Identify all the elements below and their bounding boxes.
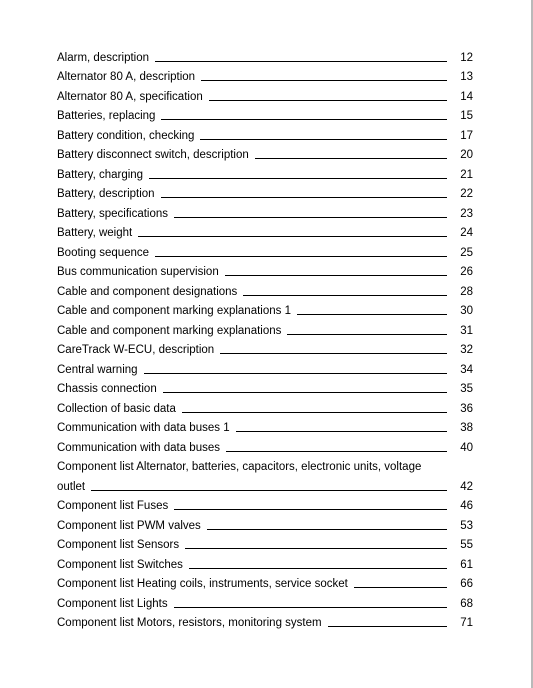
index-entry[interactable] [57,572,473,592]
index-entry-text: Booting sequence [57,246,150,259]
index-entry[interactable] [57,533,473,553]
dot-leader [287,334,447,335]
index-entry[interactable] [57,260,473,280]
index-entry-page: 21 [460,168,473,181]
index-entry[interactable] [57,65,473,85]
index-entry[interactable] [57,377,473,397]
index-entry-text: Battery, weight [57,227,133,239]
index-entry[interactable] [57,123,473,143]
dot-leader [220,353,447,354]
dot-leader [149,178,447,179]
index-entry-text: Battery condition, checking [57,129,195,142]
index-entry[interactable] [57,338,473,358]
index-entry-page: 25 [460,246,473,259]
index-entry-page: 31 [460,324,473,337]
index-entry-page: 42 [460,480,473,493]
index-entry-page: 24 [460,227,473,239]
dot-leader [225,275,447,276]
index-entry-text-continued: outlet [57,480,86,493]
index-entry[interactable] [57,416,473,436]
index-entry[interactable] [57,513,473,533]
dot-leader [91,490,447,491]
index-entry-text: Battery, description [57,188,155,200]
index-entry-page: 32 [460,344,473,356]
index-entry-page: 71 [460,617,473,629]
index-entry[interactable] [57,182,473,202]
dot-leader [226,451,447,452]
index-entry[interactable] [57,162,473,182]
index-entry[interactable] [57,240,473,260]
index-entry-text: Central warning [57,363,138,376]
index-entry-page: 38 [460,422,473,434]
index-entry-page: 61 [460,558,473,571]
dot-leader [161,197,447,198]
dot-leader [174,607,447,608]
dot-leader [161,119,447,120]
index-entry[interactable] [57,455,473,494]
dot-leader [155,61,447,62]
index-entry[interactable] [57,591,473,611]
index-entry-page: 15 [460,110,473,122]
index-entry-text: Alternator 80 A, specification [57,90,203,103]
index-entry-text: Chassis connection [57,383,157,395]
dot-leader [138,236,447,237]
index-entry[interactable] [57,435,473,455]
dot-leader [155,256,447,257]
index-entry-line [57,455,473,475]
dot-leader [201,80,447,81]
dot-leader [328,626,447,627]
index-entry[interactable] [57,357,473,377]
dot-leader [174,217,447,218]
index-entry-text: Battery disconnect switch, description [57,149,249,161]
index-entry[interactable] [57,143,473,163]
index-entry-text: Communication with data buses [57,441,220,454]
index-entry-page: 68 [460,597,473,610]
index-entry-text: CareTrack W-ECU, description [57,344,215,356]
index-entry-page: 22 [460,188,473,200]
index-entry-page: 14 [460,90,473,103]
dot-leader [207,529,447,530]
index-entry-text: Component list PWM valves [57,519,201,532]
dot-leader [297,314,447,315]
index-entry[interactable] [57,611,473,631]
index-entry-page: 30 [460,305,473,317]
index-entry-text: Cable and component marking explanations [57,324,282,337]
index-entry-text: Batteries, replacing [57,110,156,122]
index-entry-text: Alarm, description [57,51,150,64]
dot-leader [209,100,447,101]
index-entry-text: Cable and component designations [57,285,238,298]
index-entry-text: Component list Fuses [57,500,169,512]
dot-leader [144,373,447,374]
index-entry-text: Communication with data buses 1 [57,422,230,434]
index-entry-line [57,474,473,494]
dot-leader [354,587,447,588]
dot-leader [243,295,447,296]
index-entry-page: 53 [460,519,473,532]
index-entry-page: 35 [460,383,473,395]
index-entry[interactable] [57,221,473,241]
index-entry-text: Component list Heating coils, instruments, service socket [57,578,348,590]
index-entry[interactable] [57,279,473,299]
index-entry-text: Component list Motors, resistors, monitoring system [57,617,322,629]
index-entry[interactable] [57,494,473,514]
index-entry-text: Component list Alternator, batteries, capacitors, electronic units, voltage [57,461,422,473]
index-entry[interactable] [57,45,473,65]
dot-leader [255,158,447,159]
index-entry-text: Component list Switches [57,558,183,571]
dot-leader [185,548,447,549]
index-entry[interactable] [57,318,473,338]
index-entry-page: 23 [460,207,473,220]
dot-leader [174,509,447,510]
index-list [57,45,473,630]
index-entry-text: Component list Lights [57,597,168,610]
index-entry-page: 55 [460,539,473,551]
index-entry-text: Collection of basic data [57,402,176,415]
index-entry-text: Cable and component marking explanations 1 [57,305,291,317]
dot-leader [163,392,447,393]
index-entry-text: Bus communication supervision [57,266,219,278]
index-entry-page: 66 [460,578,473,590]
index-entry[interactable] [57,84,473,104]
index-entry-page: 13 [460,71,473,83]
index-entry[interactable] [57,396,473,416]
index-entry-text: Battery, charging [57,168,144,181]
index-entry-page: 36 [460,402,473,415]
index-entry[interactable] [57,299,473,319]
index-entry-text: Component list Sensors [57,539,180,551]
index-entry[interactable] [57,201,473,221]
index-entry-page: 20 [460,149,473,161]
index-entry-page: 40 [460,441,473,454]
dot-leader [236,431,447,432]
dot-leader [200,139,447,140]
index-entry-page: 46 [460,500,473,512]
index-entry-page: 12 [460,51,473,64]
dot-leader [182,412,447,413]
index-entry-text: Alternator 80 A, description [57,71,196,83]
index-entry-page: 26 [460,266,473,278]
index-entry-page: 34 [460,363,473,376]
index-entry[interactable] [57,104,473,124]
index-entry-page: 28 [460,285,473,298]
dot-leader [189,568,447,569]
index-entry-text: Battery, specifications [57,207,169,220]
index-entry-page: 17 [460,129,473,142]
index-entry[interactable] [57,552,473,572]
